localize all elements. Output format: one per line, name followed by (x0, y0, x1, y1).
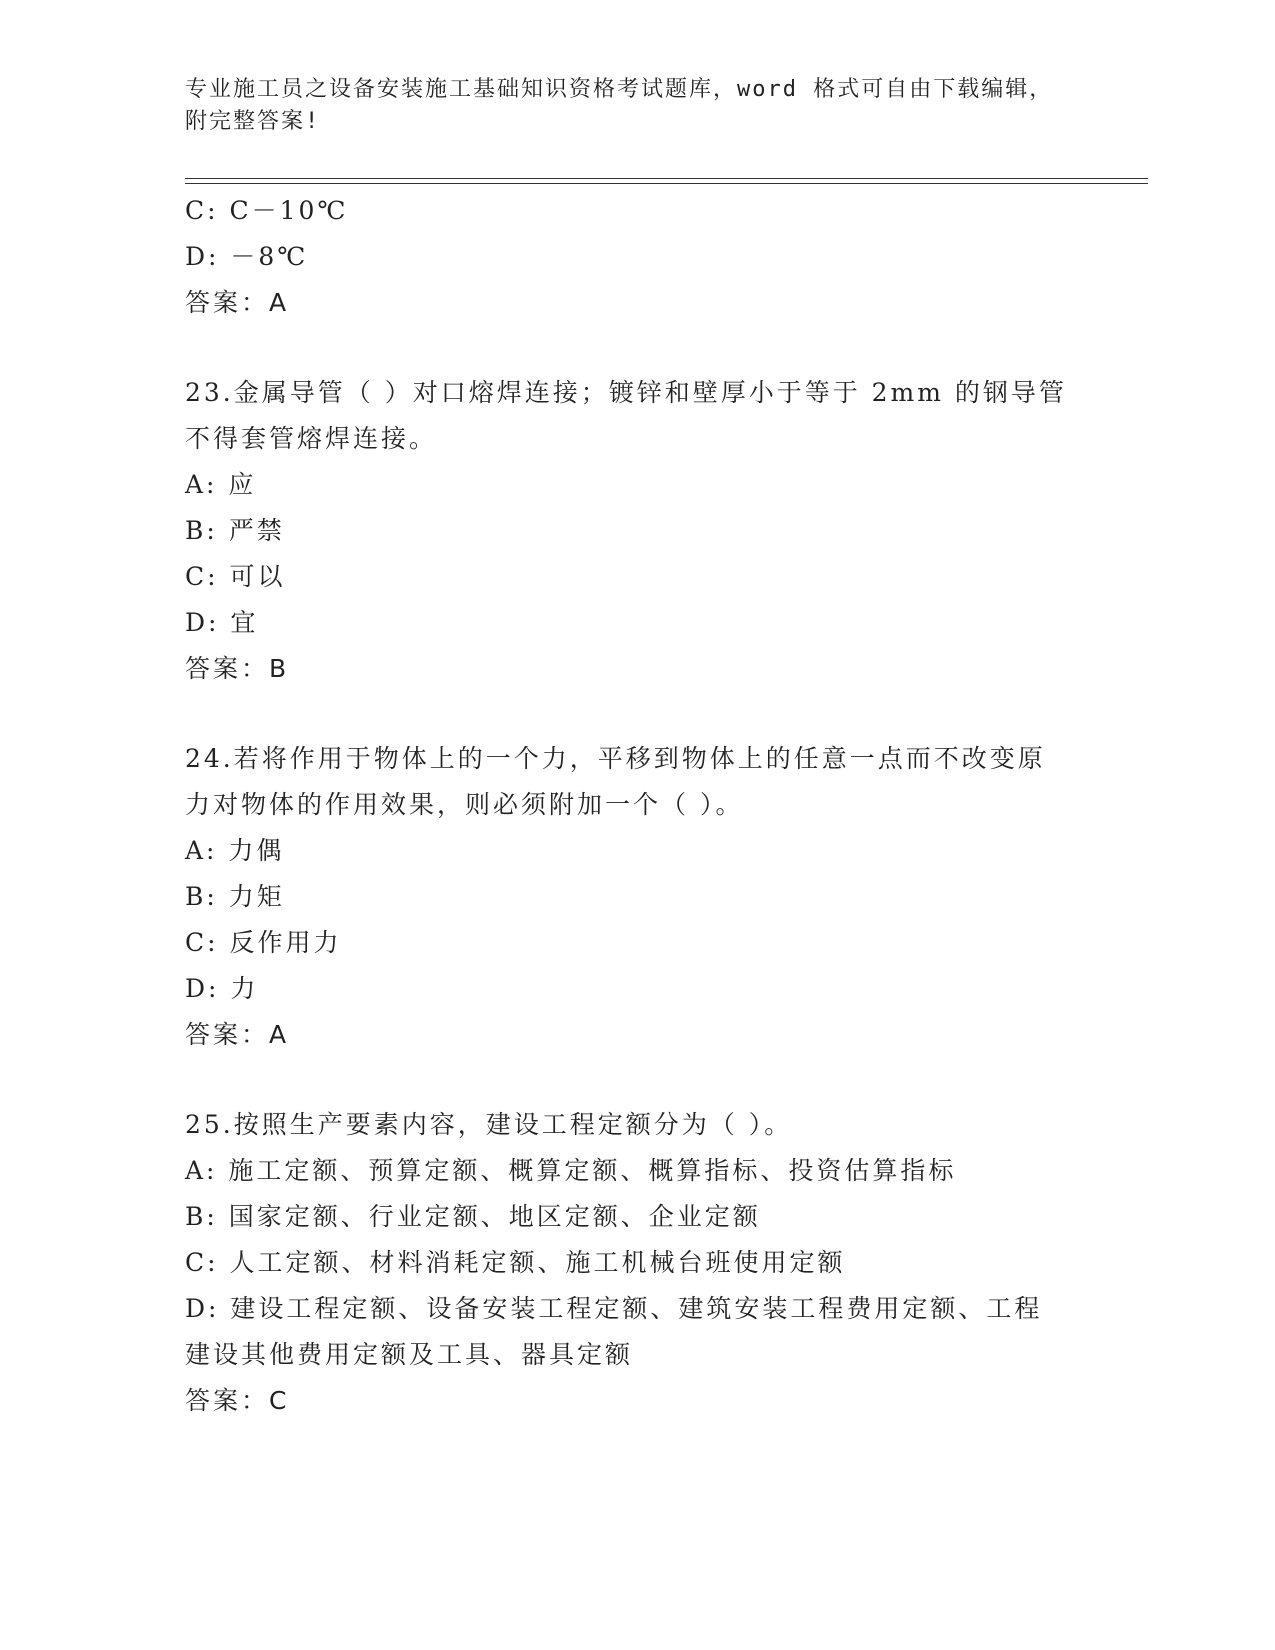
option-b: B: 力矩 (185, 882, 285, 911)
option-d: D: 宜 (185, 608, 259, 637)
option-c: C: 可以 (185, 562, 286, 591)
question-stem-line-1: 25.按照生产要素内容，建设工程定额分为（ ）。 (185, 1110, 793, 1139)
answer: 答案：A (185, 288, 290, 317)
option-b: B: 严禁 (185, 516, 285, 545)
option-d: D: 力 (185, 974, 259, 1003)
header-divider-bottom (185, 183, 1148, 184)
option-c: C: C－10℃ (185, 196, 349, 225)
option-c: C: 人工定额、材料消耗定额、施工机械台班使用定额 (185, 1248, 846, 1277)
option-a: A: 施工定额、预算定额、概算定额、概算指标、投资估算指标 (185, 1156, 957, 1185)
spacer (185, 1058, 1085, 1102)
option-d-line-1: D: 建设工程定额、设备安装工程定额、建筑安装工程费用定额、工程 (185, 1294, 1043, 1323)
option-c: C: 反作用力 (185, 928, 342, 957)
question-23 (185, 370, 1085, 692)
question-25 (185, 1102, 1085, 1424)
option-d-line-2: 建设其他费用定额及工具、器具定额 (185, 1340, 634, 1369)
question-content (185, 188, 1085, 1424)
answer: 答案：C (185, 1386, 290, 1415)
option-a: A: 应 (185, 470, 257, 499)
option-a: A: 力偶 (185, 836, 285, 865)
spacer (185, 326, 1085, 370)
question-24 (185, 736, 1085, 1058)
header-line-1: 专业施工员之设备安装施工基础知识资格考试题库，word 格式可自由下载编辑， (185, 77, 1054, 102)
header-divider-top (185, 178, 1148, 179)
question-stem-line-2: 力对物体的作用效果，则必须附加一个（ ）。 (185, 790, 744, 819)
option-b: B: 国家定额、行业定额、地区定额、企业定额 (185, 1202, 761, 1231)
header-line-2: 附完整答案! (185, 109, 321, 134)
question-stem-line-1: 24.若将作用于物体上的一个力，平移到物体上的任意一点而不改变原 (185, 744, 1046, 773)
page-header (185, 74, 1085, 138)
option-d: D: －8℃ (185, 242, 309, 271)
question-22-tail (185, 188, 1085, 326)
answer: 答案：A (185, 1020, 290, 1049)
question-stem-line-1: 23.金属导管（ ）对口熔焊连接；镀锌和壁厚小于等于 2mm 的钢导管 (185, 378, 1067, 407)
spacer (185, 692, 1085, 736)
answer: 答案：B (185, 654, 290, 683)
question-stem-line-2: 不得套管熔焊连接。 (185, 424, 438, 453)
